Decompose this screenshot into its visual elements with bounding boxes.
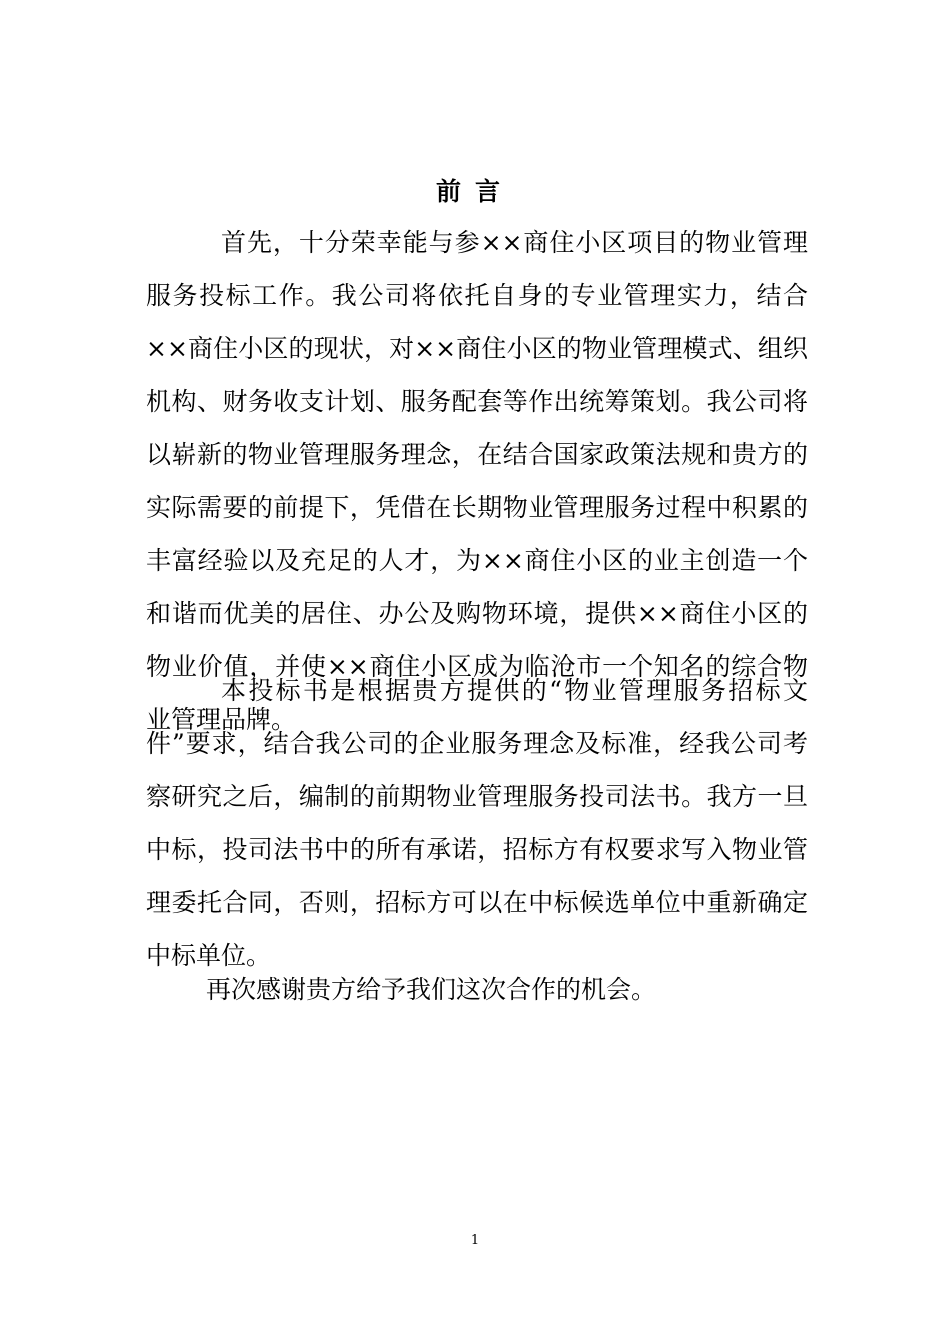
paragraph-thanks: 再次感谢贵方给予我们这次合作的机会。 — [206, 975, 657, 1004]
paragraph-intro: 首先，十分荣幸能与参××商住小区项目的物业管理服务投标工作。我公司将依托自身的专业管理实力，结合××商住小区的现状，对××商住小区的物业管理模式、组织机构、财务收支计划、服务配套等作出统筹策划。我公司将以崭新的物业管理服务理念，在结合国家政策法规和贵方的实际需要的前提下，凭借在长期物业管理服务过程中积累的丰富经验以及充足的人才，为××商住小区的业主创造一个和谐而优美的居住、办公及购物环境，提供××商住小区的物业价值，并使××商住小区成为临沧市一个知名的综合物业管理品牌。 — [146, 228, 808, 734]
paragraph-tender-basis: 本投标书是根据贵方提供的“物业管理服务招标文件”要求，结合我公司的企业服务理念及标准，经我公司考察研究之后，编制的前期物业管理服务投司法书。我方一旦中标，投司法书中的所有承诺，招标方有权要求写入物业管理委托合同，否则，招标方可以在中标候选单位中重新确定中标单位。 — [146, 676, 808, 970]
page-number: 1 — [470, 1233, 480, 1248]
document-title: 前言 — [435, 177, 514, 206]
